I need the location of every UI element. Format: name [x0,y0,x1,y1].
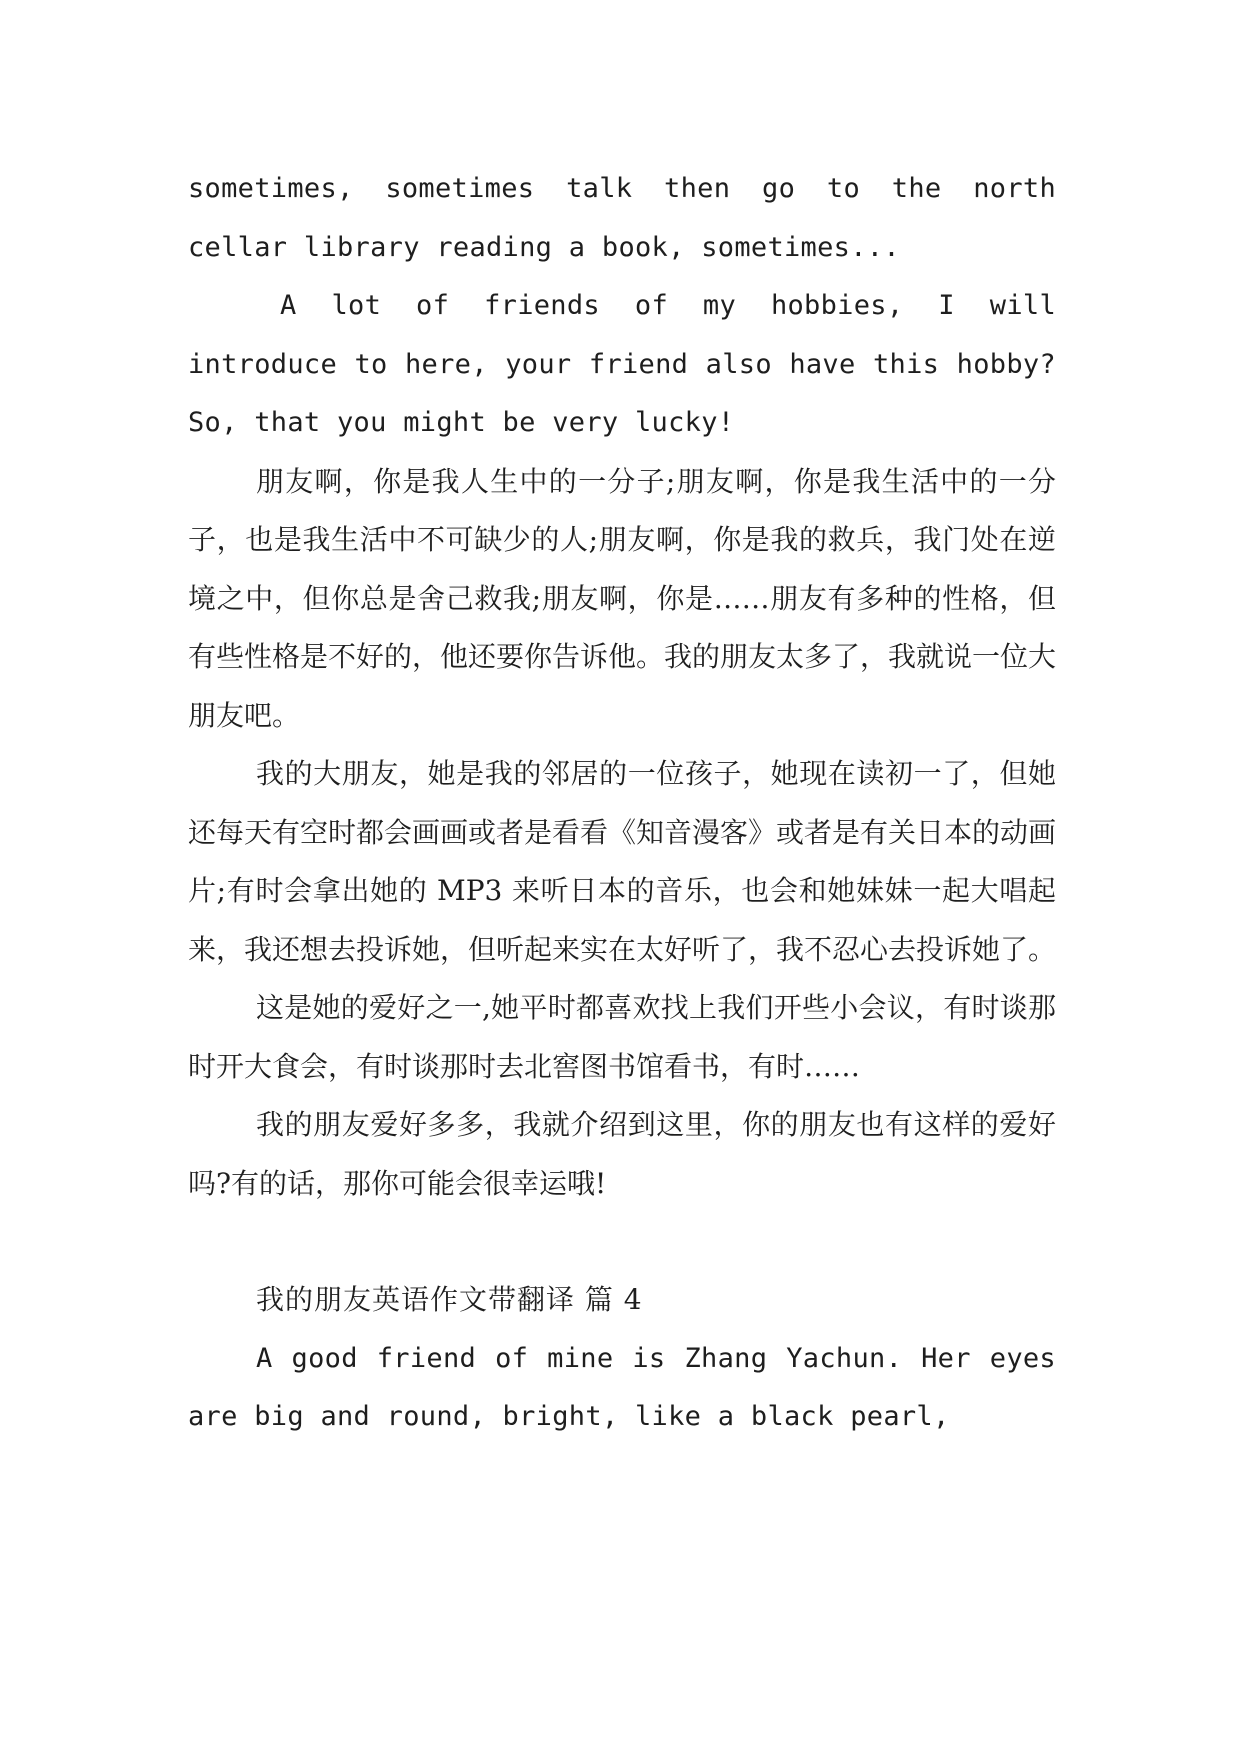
paragraph-chinese-4: 我的朋友爱好多多，我就介绍到这里，你的朋友也有这样的爱好吗?有的话，那你可能会很幸运哦! [188,1108,1056,1200]
paragraph-chinese-1: 朋友啊，你是我人生中的一分子;朋友啊，你是我生活中的一分子，也是我生活中不可缺少的人;朋友啊，你是我的救兵，我门处在逆境之中，但你总是舍己救我;朋友啊，你是……朋友有多种的性格，但有些性格是不好的，他还要你告诉他。我的朋友太多了，我就说一位大朋友吧。 [188,464,1057,732]
section-spacer [188,1213,1056,1271]
section-heading: 我的朋友英语作文带翻译 篇 4 [256,1283,643,1316]
paragraph-english-1: sometimes, sometimes talk then go to the north cellar library reading a book, sometimes... [188,173,1056,263]
paragraph-english-3: A good friend of mine is Zhang Yachun. Her eyes are big and round, bright, like a black pearl, [188,1342,1056,1432]
paragraph-chinese-2: 我的大朋友，她是我的邻居的一位孩子，她现在读初一了，但她还每天有空时都会画画或者是看看《知音漫客》或者是有关日本的动画片;有时会拿出她的 MP3 来听日本的音乐，也会和她妹妹一起大唱起来，我还想去投诉她，但听起来实在太好听了，我不忍心去投诉她了。 [188,757,1057,966]
document-body [188,160,1056,1447]
paragraph-english-2: A lot of friends of my hobbies, I will introduce to here, your friend also have this hobby? So, that you might be very lucky! [188,290,1056,438]
paragraph-chinese-3: 这是她的爱好之一,她平时都喜欢找上我们开些小会议，有时谈那时开大食会，有时谈那时去北窖图书馆看书，有时…… [188,991,1056,1083]
